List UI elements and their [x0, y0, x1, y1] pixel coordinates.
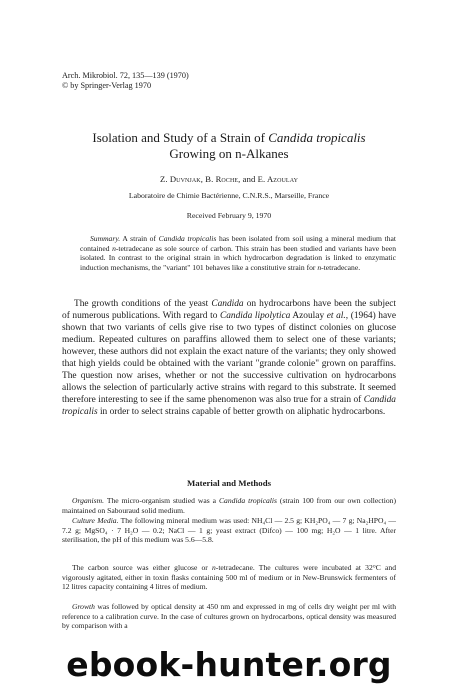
- paragraph-text: -tetradecane. The cultures were incubated at 32°C and vigorously agitated, either in toxin flasks containing 500 ml of medium or in New-Brunswick fermenters of 12 litres capacity containing 4 litres of medium.: [62, 563, 396, 592]
- paragraph-text: was followed by optical density at 450 nm and expressed in mg of cells dry weight per ml with reference to a calibration curve. In the case of cultures grown on hydrocarbons, optical density was measured by comparison with a: [62, 602, 396, 631]
- author-3: E. Azoulay: [257, 174, 299, 184]
- paragraph-italic: n: [212, 563, 216, 572]
- affiliation: Laboratoire de Chimie Bactérienne, C.N.R.S., Marseille, France: [128, 191, 330, 200]
- paragraph-text: The carbon source was either glucose or: [72, 563, 212, 572]
- organism-paragraph: [62, 496, 396, 515]
- paragraph-label: Growth: [72, 602, 95, 611]
- summary-text: -tetradecane.: [321, 263, 361, 273]
- journal-citation: [62, 71, 189, 92]
- intro-text: The growth conditions of the yeast: [74, 299, 212, 309]
- intro-italic: Candida: [211, 299, 244, 309]
- title-species: Candida tropicalis: [268, 130, 366, 145]
- summary-text: -tetradecane as sole source of carbon. This strain has been studied and variants have been isolated. In contrast to the original strain in which hydrocarbon degradation is linked to enzymatic induction mechanisms, the "variant" 101 behaves like a constitutive strain for: [80, 243, 397, 273]
- author-separator: ,: [200, 174, 206, 184]
- copyright-line: © by Springer-Verlag 1970: [62, 81, 152, 91]
- title-text: Isolation and Study of a Strain of: [92, 130, 269, 145]
- intro-italic: et al.: [326, 310, 346, 321]
- paragraph-italic: Candida tropicalis: [218, 496, 277, 505]
- author-list: [40, 174, 418, 184]
- intro-text: on hydrocarbons have been the subject of numerous publications. With regard to: [62, 299, 396, 321]
- paragraph-label: Organism.: [72, 496, 104, 505]
- summary-text: A strain of: [120, 234, 159, 243]
- intro-text: Azoulay: [290, 310, 327, 321]
- paragraph-text: (strain 100 from our own collection) maintained on Sabouraud solid medium.: [62, 496, 396, 515]
- intro-paragraph: [62, 299, 396, 419]
- summary-italic: Candida tropicalis: [158, 234, 217, 243]
- section-heading: Material and Methods: [186, 478, 272, 488]
- title-line-2: Growing on n-Alkanes: [169, 146, 289, 161]
- author-separator: , and: [238, 174, 258, 184]
- author-1: Z. Duvnjak: [159, 174, 201, 184]
- intro-text: , (1964) have shown that two variants of cells give rise to two types of distinct colonies on glucose medium. Repeated cultures on paraffins allowed them to select one of these variants; however, these authors did not explain the exact nature of the variants; they only showed that high yields could be obtained with the variant "grande colonie" grown on paraffins. The question now arises, whether or not the successive cultivation on hydrocarbons allows the selection of particularly active strains with regard to this substrate. It seemed therefore interesting to see if the same phenomenon was also true for a strain of: [62, 310, 396, 405]
- title-line-1: [40, 130, 418, 146]
- summary-paragraph: [80, 234, 396, 273]
- summary-italic: n: [317, 263, 322, 273]
- intro-text: in order to select strains capable of better growth on aliphatic hydrocarbons.: [97, 406, 386, 417]
- journal-line: Arch. Mikrobiol. 72, 135—139 (1970): [62, 71, 189, 80]
- watermark: ebook-hunter.org: [66, 645, 392, 684]
- paragraph-text: The following mineral medium was used: NH₄Cl — 2.5 g; KH₂PO₄ — 7 g; Na₂HPO₄ — 7.2 g; MgSO₄ · 7 H₂O — 0.2; NaCl — 1 g; yeast extract (Difco) — 100 mg; H₂O — 1 litre. After sterilisation, the pH of this medium was 5.6—5.8.: [62, 516, 396, 545]
- article-title: [40, 130, 418, 162]
- paragraph-label: Culture Media.: [72, 516, 119, 525]
- growth-paragraph: [62, 602, 396, 631]
- intro-italic: Candida tropicalis: [62, 394, 396, 417]
- intro-italic: Candida lipolytica: [219, 310, 291, 321]
- culture-media-paragraph: [62, 516, 396, 545]
- paragraph-text: The micro-organism studied was a: [104, 496, 219, 505]
- summary-label: Summary.: [90, 234, 121, 243]
- summary-text: has been isolated from soil using a mineral medium that contained: [80, 234, 397, 253]
- summary-italic: n: [112, 243, 116, 253]
- carbon-source-paragraph: [62, 563, 396, 592]
- received-date: Received February 9, 1970: [186, 211, 272, 220]
- author-2: B. Roche: [205, 174, 239, 184]
